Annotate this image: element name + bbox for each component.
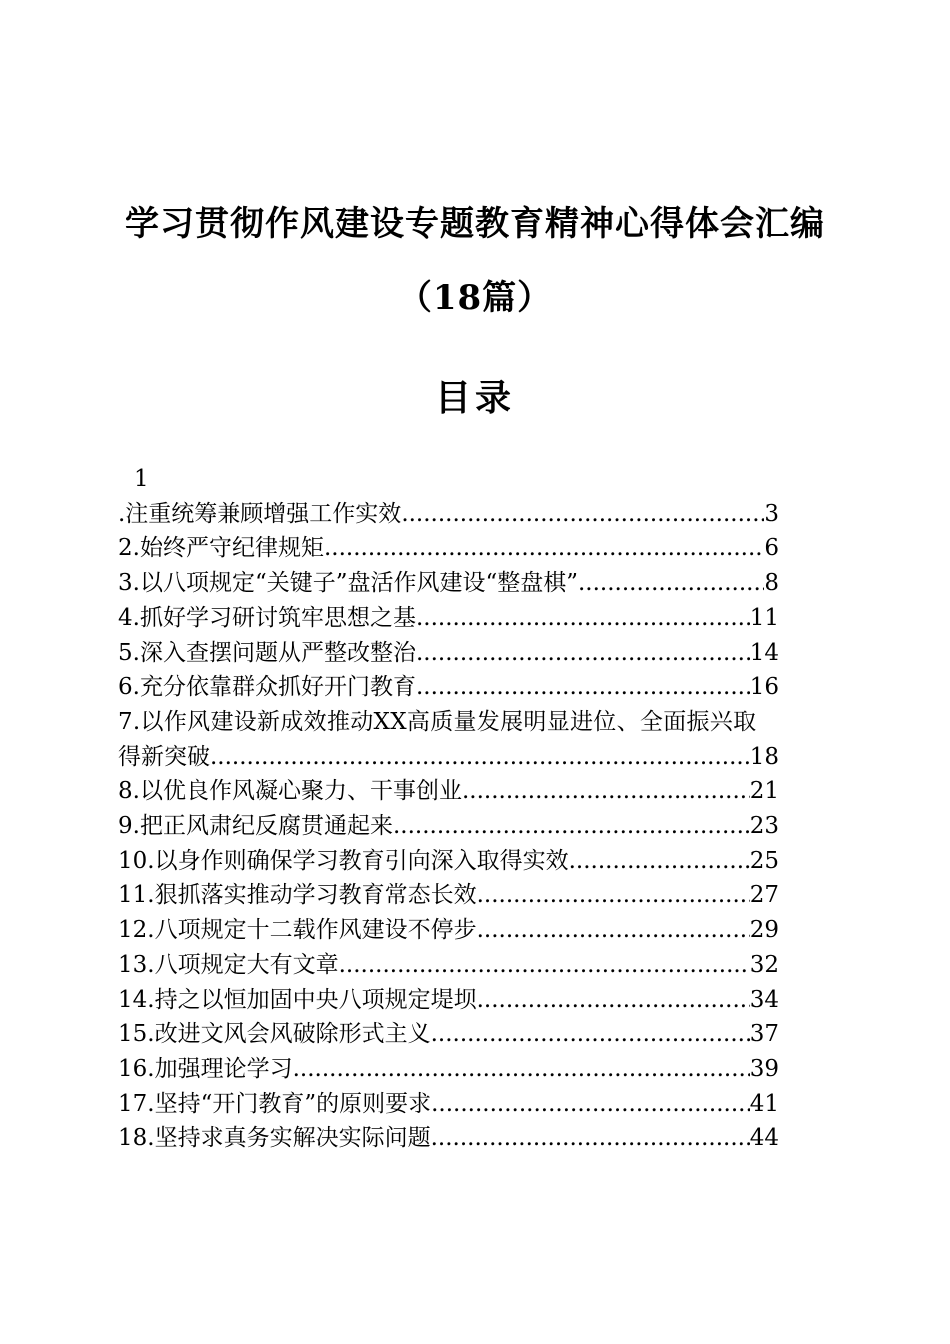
toc-entry-page: 27 <box>749 882 779 909</box>
toc-entry-2[interactable] <box>118 531 779 566</box>
toc-entry-3[interactable] <box>118 566 779 601</box>
toc-entry-page: 34 <box>749 986 779 1013</box>
toc-entry-page: 6 <box>764 535 779 562</box>
toc-leader-dots <box>462 774 750 809</box>
toc-entry-page: 14 <box>749 639 779 666</box>
toc-entry-label: 11.狠抓落实推动学习教育常态长效 <box>118 882 477 909</box>
toc-entry-page: 16 <box>749 674 779 701</box>
toc-entry-label: 8.以优良作风凝心聚力、干事创业 <box>118 778 462 805</box>
toc-leader-dots <box>431 1121 750 1156</box>
toc-leader-dots <box>477 913 750 948</box>
toc-entry-5[interactable] <box>118 636 779 671</box>
toc-entry-page: 8 <box>764 570 779 597</box>
toc-leader-dots <box>339 948 750 983</box>
toc-entry-label: 3.以八项规定“关键子”盘活作风建设“整盘棋” <box>118 570 578 597</box>
toc-entry-13[interactable] <box>118 948 779 983</box>
toc-entry-page: 41 <box>749 1090 779 1117</box>
toc-leader-dots <box>293 1052 750 1087</box>
toc-entry-label: 5.深入查摆问题从严整改整治 <box>118 639 416 666</box>
toc-entry-page: 32 <box>749 951 779 978</box>
toc-leader-dots <box>431 1017 750 1052</box>
toc-leader-dots <box>569 844 750 879</box>
toc-entry-page: 3 <box>764 500 779 527</box>
toc-entry-1[interactable] <box>118 497 779 532</box>
toc-entry-label: 得新突破 <box>118 743 210 770</box>
toc-entry-label: 10.以身作则确保学习教育引向深入取得实效 <box>118 847 569 874</box>
toc-leader-dots <box>393 809 750 844</box>
toc-leader-dots <box>416 670 750 705</box>
toc-entry-12[interactable] <box>118 913 779 948</box>
toc-entry-15[interactable] <box>118 1017 779 1052</box>
toc-entry-label: 18.坚持求真务实解决实际问题 <box>118 1125 431 1152</box>
toc-entry-page: 44 <box>749 1125 779 1152</box>
toc-entry-label: 16.加强理论学习 <box>118 1055 293 1082</box>
toc-entry-label: 15.改进文风会风破除形式主义 <box>118 1021 431 1048</box>
toc-entry-17[interactable] <box>118 1087 779 1122</box>
toc-leader-dots <box>416 636 750 671</box>
toc-entry-9[interactable] <box>118 809 779 844</box>
toc-entry-page: 39 <box>749 1055 779 1082</box>
toc-entry-label: 2.始终严守纪律规矩 <box>118 535 324 562</box>
toc-entry-label: 12.八项规定十二载作风建设不停步 <box>118 917 477 944</box>
toc-entry-label: 17.坚持“开门教育”的原则要求 <box>118 1090 432 1117</box>
toc-entry-16[interactable] <box>118 1052 779 1087</box>
toc-leader-dots <box>578 566 764 601</box>
toc-entry-label: 14.持之以恒加固中央八项规定堤坝 <box>118 986 477 1013</box>
document-title: 学习贯彻作风建设专题教育精神心得体会汇编 <box>125 204 825 244</box>
toc-entry-page: 37 <box>749 1021 779 1048</box>
toc-entry-page: 29 <box>749 917 779 944</box>
toc-entry-label: 6.充分依靠群众抓好开门教育 <box>118 674 416 701</box>
toc-lead-number: 1 <box>134 466 149 492</box>
toc-leader-dots <box>210 740 750 775</box>
toc-leader-dots <box>401 497 764 532</box>
toc-entry-page: 23 <box>749 813 779 839</box>
toc-leader-dots <box>477 878 750 913</box>
toc-leader-dots <box>477 983 750 1018</box>
toc-entry-18[interactable] <box>118 1121 779 1156</box>
toc-entry-label: .注重统筹兼顾增强工作实效 <box>118 500 402 527</box>
toc-leader-dots <box>431 1087 750 1122</box>
toc-entry-6[interactable] <box>118 670 779 705</box>
document-subtitle: （18篇） <box>397 278 553 318</box>
toc-entry-10[interactable] <box>118 844 779 879</box>
toc-entry-11[interactable] <box>118 878 779 913</box>
toc-entry-14[interactable] <box>118 983 779 1018</box>
toc-entry-label: 13.八项规定大有文章 <box>118 951 339 978</box>
toc-entry-page: 18 <box>749 743 779 770</box>
toc-entry-page: 11 <box>749 604 779 631</box>
toc-entry-7[interactable] <box>118 740 779 775</box>
table-of-contents <box>118 462 779 1156</box>
toc-entry-7-first-line[interactable]: 7.以作风建设新成效推动XX高质量发展明显进位、全面振兴取 <box>118 708 757 735</box>
toc-entry-4[interactable] <box>118 601 779 636</box>
toc-entry-8[interactable] <box>118 774 779 809</box>
toc-heading: 目录 <box>434 377 515 419</box>
toc-entry-page: 25 <box>749 847 779 874</box>
toc-leader-dots <box>324 531 764 566</box>
toc-leader-dots <box>416 601 750 636</box>
toc-entry-page: 21 <box>749 778 779 805</box>
toc-entry-label: 9.把正风肃纪反腐贯通起来 <box>118 813 393 839</box>
toc-entry-label: 4.抓好学习研讨筑牢思想之基 <box>118 604 416 631</box>
